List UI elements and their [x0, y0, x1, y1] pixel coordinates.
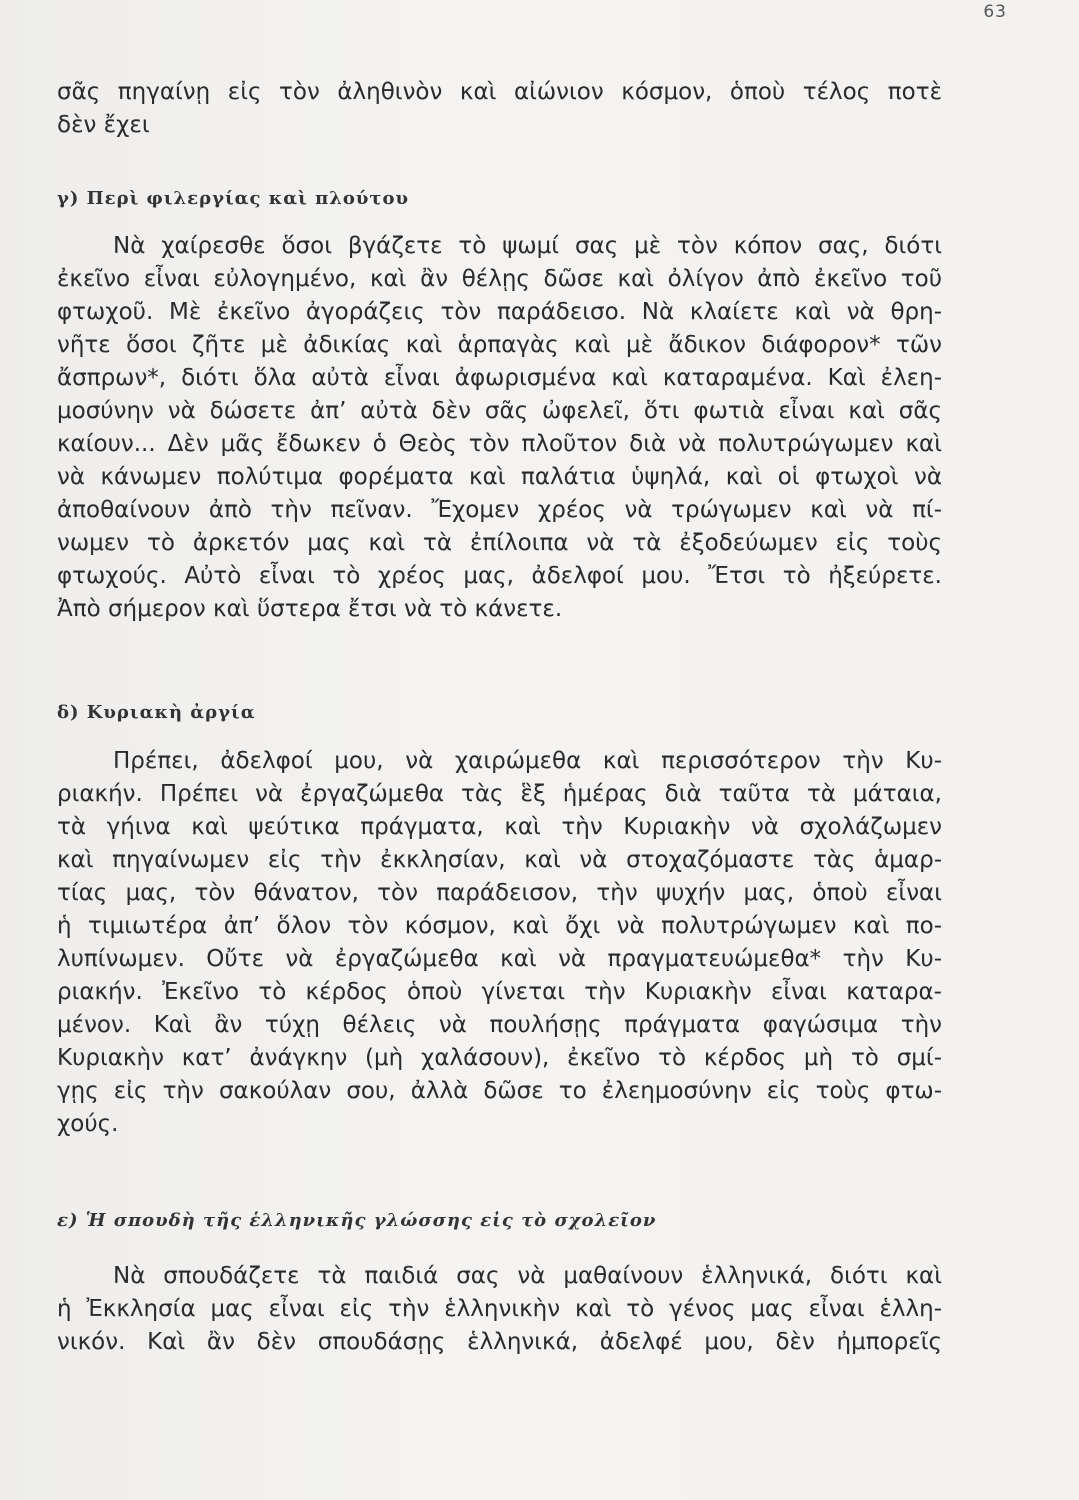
text-line: καίουν... Δὲν μᾶς ἔδωκεν ὁ Θεὸς τὸν πλοῦτον διὰ νὰ πολυτρώγωμεν καὶ: [57, 431, 942, 457]
text-line: φτωχούς. Αὐτὸ εἶναι τὸ χρέος μας, ἀδελφοί μου. Ἔτσι τὸ ἠξεύρετε.: [57, 563, 942, 589]
text-line: καὶ πηγαίνωμεν εἰς τὴν ἐκκλησίαν, καὶ νὰ στοχαζόμαστε τὰς ἁμαρ-: [57, 847, 942, 873]
text-line: μοσύνην νὰ δώσετε ἀπ’ αὐτὰ δὲν σᾶς ὠφελεῖ, ὅτι φωτιὰ εἶναι καὶ σᾶς: [57, 398, 942, 424]
section-delta-paragraph: [57, 745, 942, 1141]
text-line: γῃς εἰς τὴν σακούλαν σου, ἀλλὰ δῶσε το ἐλεημοσύνην εἰς τοὺς φτω-: [57, 1078, 942, 1104]
text-line: ἡ τιμιωτέρα ἀπ’ ὅλον τὸν κόσμον, καὶ ὄχι νὰ πολυτρώγωμεν καὶ πο-: [57, 913, 942, 939]
text-line: τὰ γήινα καὶ ψεύτικα πράγματα, καὶ τὴν Κυριακὴν νὰ σχολάζωμεν: [57, 814, 942, 840]
section-heading-delta: δ) Κυριακὴ ἀργία: [57, 702, 256, 723]
section-epsilon-paragraph: [57, 1260, 942, 1359]
text-line: Κυριακὴν κατ’ ἀνάγκην (μὴ χαλάσουν), ἐκεῖνο τὸ κέρδος μὴ τὸ σμί-: [57, 1045, 942, 1071]
text-line: Νὰ χαίρεσθε ὅσοι βγάζετε τὸ ψωμί σας μὲ τὸν κόπον σας, διότι: [113, 233, 942, 259]
text-line: Νὰ σπουδάζετε τὰ παιδιά σας νὰ μαθαίνουν ἑλληνικά, διότι καὶ: [113, 1263, 942, 1289]
intro-paragraph: [57, 76, 942, 142]
page-number: 63: [983, 2, 1007, 22]
text-line: ἄσπρων*, διότι ὅλα αὐτὰ εἶναι ἀφωρισμένα καὶ καταραμένα. Καὶ ἐλεη-: [57, 365, 942, 391]
section-gamma-paragraph: [57, 230, 942, 626]
text-line: δὲν ἔχει: [57, 112, 150, 138]
text-line: σᾶς πηγαίνῃ εἰς τὸν ἀληθινὸν καὶ αἰώνιον κόσμον, ὁποὺ τέλος ποτὲ: [57, 79, 942, 105]
text-line: χούς.: [57, 1111, 119, 1137]
text-line: ἐκεῖνο εἶναι εὐλογημένο, καὶ ἂν θέλῃς δῶσε καὶ ὀλίγον ἀπὸ ἐκεῖνο τοῦ: [57, 266, 942, 292]
text-line: ἡ Ἐκκλησία μας εἶναι εἰς τὴν ἑλληνικὴν καὶ τὸ γένος μας εἶναι ἑλλη-: [57, 1296, 942, 1322]
text-line: ριακήν. Πρέπει νὰ ἐργαζώμεθα τὰς ἓξ ἡμέρας διὰ ταῦτα τὰ μάταια,: [57, 781, 942, 807]
text-line: φτωχοῦ. Μὲ ἐκεῖνο ἀγοράζεις τὸν παράδεισο. Νὰ κλαίετε καὶ νὰ θρη-: [57, 299, 942, 325]
text-line: νῆτε ὅσοι ζῆτε μὲ ἀδικίας καὶ ἁρπαγὰς καὶ μὲ ἄδικον διάφορον* τῶν: [57, 332, 942, 358]
text-line: λυπίνωμεν. Οὔτε νὰ ἐργαζώμεθα καὶ νὰ πραγματευώμεθα* τὴν Κυ-: [57, 946, 942, 972]
text-line: νικόν. Καὶ ἂν δὲν σπουδάσῃς ἑλληνικά, ἀδελφέ μου, δὲν ἠμπορεῖς: [57, 1329, 942, 1355]
text-line: ἀποθαίνουν ἀπὸ τὴν πεῖναν. Ἔχομεν χρέος νὰ τρώγωμεν καὶ νὰ πί-: [57, 497, 942, 523]
text-line: Πρέπει, ἀδελφοί μου, νὰ χαιρώμεθα καὶ περισσότερον τὴν Κυ-: [113, 748, 942, 774]
text-line: τίας μας, τὸν θάνατον, τὸν παράδεισον, τὴν ψυχήν μας, ὁποὺ εἶναι: [57, 880, 942, 906]
text-line: Ἀπὸ σήμερον καὶ ὕστερα ἔτσι νὰ τὸ κάνετε.: [57, 596, 563, 622]
text-line: νὰ κάνωμεν πολύτιμα φορέματα καὶ παλάτια ὑψηλά, καὶ οἱ φτωχοὶ νὰ: [57, 464, 942, 490]
text-line: μένον. Καὶ ἂν τύχῃ θέλεις νὰ πουλήσῃς πράγματα φαγώσιμα τὴν: [57, 1012, 942, 1038]
section-heading-epsilon: ε) Ἡ σπουδὴ τῆς ἑλληνικῆς γλώσσης εἰς τὸ σχολεῖον: [57, 1210, 657, 1231]
text-line: ριακήν. Ἐκεῖνο τὸ κέρδος ὁποὺ γίνεται τὴν Κυριακὴν εἶναι καταρα-: [57, 979, 942, 1005]
section-heading-gamma: γ) Περὶ φιλεργίας καὶ πλούτου: [57, 188, 409, 209]
text-line: νωμεν τὸ ἀρκετόν μας καὶ τὰ ἐπίλοιπα νὰ τὰ ἐξοδεύωμεν εἰς τοὺς: [57, 530, 942, 556]
